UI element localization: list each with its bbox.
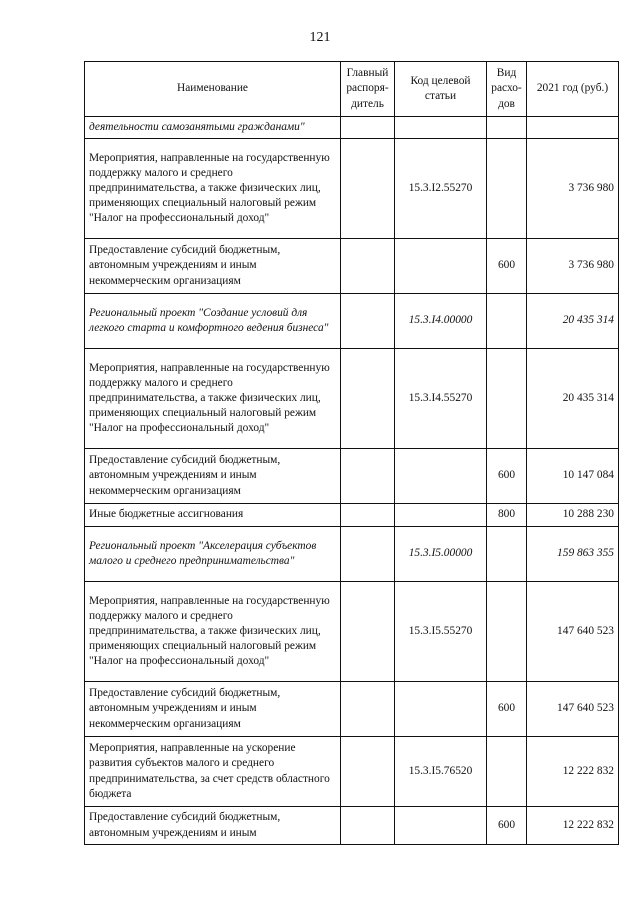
row-glavny — [341, 582, 395, 682]
row-sum: 20 435 314 — [527, 349, 619, 449]
row-glavny — [341, 737, 395, 807]
page-number: 121 — [309, 30, 331, 45]
row-sum: 3 736 980 — [527, 139, 619, 239]
row-name: Мероприятия, направленные на государственную поддержку малого и среднего предпринимательства, а также физических лиц, применяющих специальный налоговый режим "Налог на профессиональный доход" — [85, 582, 341, 682]
row-glavny — [341, 294, 395, 349]
row-sum: 12 222 832 — [527, 807, 619, 845]
header-name: Наименование — [85, 62, 341, 117]
row-sum: 20 435 314 — [527, 294, 619, 349]
row-glavny — [341, 239, 395, 294]
row-kod — [395, 239, 487, 294]
table-row — [85, 239, 619, 294]
row-glavny — [341, 449, 395, 504]
row-name: Предоставление субсидий бюджетным, автономным учреждениям и иным некоммерческим организациям — [85, 449, 341, 504]
table-row — [85, 527, 619, 582]
row-kod — [395, 117, 487, 139]
row-vid — [487, 737, 527, 807]
row-kod — [395, 449, 487, 504]
row-glavny — [341, 807, 395, 845]
row-sum: 10 288 230 — [527, 504, 619, 527]
row-name: Предоставление субсидий бюджетным, автономным учреждениям и иным некоммерческим организациям — [85, 239, 341, 294]
row-kod: 15.3.I5.55270 — [395, 582, 487, 682]
table-row — [85, 807, 619, 845]
table-row — [85, 682, 619, 737]
row-sum: 3 736 980 — [527, 239, 619, 294]
table-row — [85, 449, 619, 504]
row-vid: 800 — [487, 504, 527, 527]
row-name: Мероприятия, направленные на ускорение развития субъектов малого и среднего предпринимательства, за счет средств областного бюджета — [85, 737, 341, 807]
row-vid: 600 — [487, 449, 527, 504]
row-vid: 600 — [487, 807, 527, 845]
row-vid: 600 — [487, 239, 527, 294]
row-vid — [487, 582, 527, 682]
row-vid — [487, 117, 527, 139]
table-header-row — [85, 62, 619, 117]
table-row — [85, 737, 619, 807]
row-kod — [395, 807, 487, 845]
row-sum: 10 147 084 — [527, 449, 619, 504]
row-vid — [487, 527, 527, 582]
row-sum: 12 222 832 — [527, 737, 619, 807]
row-name: Предоставление субсидий бюджетным, автономным учреждениям и иным некоммерческим организациям — [85, 682, 341, 737]
row-glavny — [341, 117, 395, 139]
budget-table — [84, 61, 619, 845]
header-vid: Вид расхо-дов — [487, 62, 527, 117]
row-kod — [395, 682, 487, 737]
row-name: Иные бюджетные ассигнования — [85, 504, 341, 527]
row-glavny — [341, 139, 395, 239]
row-name: Региональный проект "Акселерация субъектов малого и среднего предпринимательства" — [85, 527, 341, 582]
row-name: деятельности самозанятыми гражданами" — [85, 117, 341, 139]
row-vid — [487, 294, 527, 349]
row-kod — [395, 504, 487, 527]
row-vid: 600 — [487, 682, 527, 737]
row-glavny — [341, 504, 395, 527]
header-glavny: Главный распоря-дитель — [341, 62, 395, 117]
row-vid — [487, 349, 527, 449]
row-kod: 15.3.I4.55270 — [395, 349, 487, 449]
row-glavny — [341, 682, 395, 737]
row-kod: 15.3.I4.00000 — [395, 294, 487, 349]
row-glavny — [341, 527, 395, 582]
row-vid — [487, 139, 527, 239]
row-name: Мероприятия, направленные на государственную поддержку малого и среднего предпринимательства, а также физических лиц, применяющих специальный налоговый режим "Налог на профессиональный доход" — [85, 139, 341, 239]
row-kod: 15.3.I5.76520 — [395, 737, 487, 807]
header-kod: Код целевой статьи — [395, 62, 487, 117]
row-kod: 15.3.I5.00000 — [395, 527, 487, 582]
table-row — [85, 294, 619, 349]
row-name: Региональный проект "Создание условий для легкого старта и комфортного ведения бизнеса" — [85, 294, 341, 349]
table-row — [85, 117, 619, 139]
table-row — [85, 582, 619, 682]
row-sum: 147 640 523 — [527, 682, 619, 737]
row-sum: 147 640 523 — [527, 582, 619, 682]
row-name: Мероприятия, направленные на государственную поддержку малого и среднего предпринимательства, а также физических лиц, применяющих специальный налоговый режим "Налог на профессиональный доход" — [85, 349, 341, 449]
row-kod: 15.3.I2.55270 — [395, 139, 487, 239]
row-sum: 159 863 355 — [527, 527, 619, 582]
table-row — [85, 349, 619, 449]
row-glavny — [341, 349, 395, 449]
table-row — [85, 139, 619, 239]
row-name: Предоставление субсидий бюджетным, автономным учреждениям и иным — [85, 807, 341, 845]
row-sum — [527, 117, 619, 139]
table-row — [85, 504, 619, 527]
header-year: 2021 год (руб.) — [527, 62, 619, 117]
